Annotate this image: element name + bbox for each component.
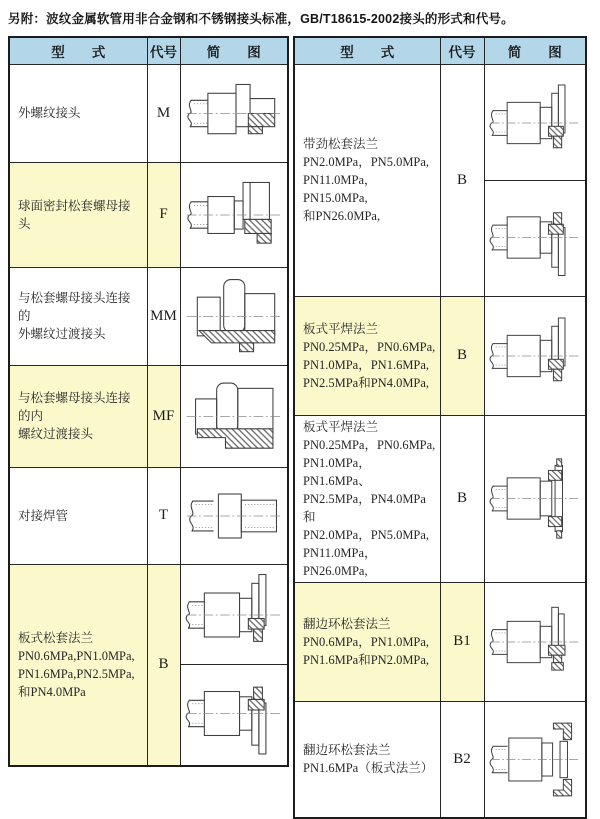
header-diagram: 简 图 <box>180 37 288 64</box>
flange-up-diagram <box>485 66 586 180</box>
flange-b2-diagram <box>485 703 586 816</box>
type-line: 外螺纹过渡接头 <box>18 327 106 341</box>
table-row <box>294 296 586 415</box>
type-line: PN0.6MPa,PN1.0MPa, <box>18 648 135 663</box>
type-cell <box>9 64 147 162</box>
code-cell: B <box>440 415 484 582</box>
table-row <box>9 162 288 267</box>
header-type: 型 式 <box>294 37 440 64</box>
type-cell <box>9 467 147 564</box>
type-cell <box>9 564 147 766</box>
table-row <box>9 564 288 766</box>
fitting-table-right <box>293 36 587 819</box>
table-row <box>9 64 288 162</box>
type-line: 球面密封松套螺母接头 <box>18 198 131 231</box>
type-line: PN0.25MPa，PN0.6MPa, <box>303 437 436 452</box>
flange-down-diagram <box>485 180 586 294</box>
fitting-tables <box>8 36 592 819</box>
code-cell: B <box>147 564 180 766</box>
flange-up-drawing <box>489 69 582 177</box>
table-row <box>294 582 586 701</box>
flange-up-diagram <box>485 298 586 414</box>
diagram-cell <box>484 701 586 818</box>
type-line: 板式松套法兰 <box>18 630 94 645</box>
table-row <box>294 64 586 296</box>
type-line: PN0.25MPa，PN0.6MPa, <box>303 339 436 354</box>
hex-male-drawing <box>185 272 284 361</box>
type-cell <box>294 582 440 701</box>
header-code: 代号 <box>147 37 180 64</box>
type-line: 外螺纹接头 <box>18 106 81 120</box>
type-cell <box>294 415 440 582</box>
type-line: 翻边环松套法兰 <box>303 616 391 631</box>
header-row <box>9 37 288 64</box>
type-line: 带劲松套法兰 <box>303 137 379 151</box>
code-cell: B <box>440 64 484 296</box>
type-line: PN2.5MPa和PN4.0MPa, <box>303 375 430 390</box>
flange-up-drawing <box>489 301 582 411</box>
diagram-cell <box>180 467 288 564</box>
butt-weld-drawing <box>185 472 284 560</box>
header-code: 代号 <box>440 37 484 64</box>
diagram-cell <box>484 296 586 415</box>
type-line: 对接焊管 <box>18 508 69 523</box>
hex-female-drawing <box>185 370 284 463</box>
type-line: 和PN4.0MPa <box>18 684 86 699</box>
table-row <box>9 467 288 564</box>
type-cell <box>9 162 147 267</box>
flange-b2-drawing <box>489 706 582 813</box>
diagram-cell <box>484 415 586 582</box>
diagram-cell <box>180 564 288 766</box>
flange-b1-diagram <box>485 584 586 700</box>
type-cell <box>9 365 147 467</box>
flange-up-diagram <box>181 566 288 664</box>
fitting-table-left <box>8 36 289 767</box>
union-nut-drawing <box>185 167 284 263</box>
type-line: 与松套螺母接头连接的内 <box>18 391 131 423</box>
code-cell: M <box>147 64 180 162</box>
type-line: 板式平焊法兰 <box>303 419 379 434</box>
type-cell <box>294 64 440 296</box>
diagram-cell <box>484 64 586 296</box>
diagram-cell <box>180 64 288 162</box>
type-line: PN2.0MPa，PN5.0MPa, <box>303 527 430 542</box>
diagram-cell <box>180 267 288 365</box>
flange-down-diagram <box>181 664 288 762</box>
type-line: PN1.0MPa，PN1.6MPa, <box>303 357 430 372</box>
type-line: PN1.6MPa,PN2.5MPa, <box>18 666 135 681</box>
type-line: PN2.5MPa，PN4.0MPa和 <box>303 491 426 524</box>
type-line: PN11.0MPa，PN26.0MPa, <box>303 545 377 578</box>
hex-female-diagram <box>181 367 288 466</box>
hex-male-diagram <box>181 269 288 364</box>
type-line: 板式平焊法兰 <box>303 321 379 336</box>
type-line: PN1.0MPa，PN1.6MPa、 <box>303 455 371 488</box>
type-line: 翻边环松套法兰 <box>303 743 391 757</box>
type-line: PN1.6MPa（板式法兰） <box>303 761 434 775</box>
flange-down-drawing <box>489 184 582 291</box>
table-row <box>9 267 288 365</box>
code-cell: B <box>440 296 484 415</box>
code-cell: MM <box>147 267 180 365</box>
code-cell: B2 <box>440 701 484 818</box>
type-line: 和PN26.0MPa, <box>303 209 381 223</box>
union-nut-diagram <box>181 164 288 266</box>
flange-down-drawing <box>185 668 284 759</box>
flange-sym-drawing <box>489 446 582 551</box>
type-cell <box>294 701 440 818</box>
external-thread-diagram <box>181 66 288 161</box>
header-diagram: 简 图 <box>484 37 586 64</box>
external-thread-drawing <box>185 69 284 158</box>
flange-sym-diagram <box>485 443 586 554</box>
type-line: PN2.0MPa，PN5.0MPa, <box>303 155 430 169</box>
header-type: 型 式 <box>9 37 147 64</box>
type-line: PN0.6MPa，PN1.0MPa, <box>303 634 430 649</box>
table-row <box>294 415 586 582</box>
type-line: PN11.0MPa，PN15.0MPa, <box>303 173 377 205</box>
code-cell: F <box>147 162 180 267</box>
type-line: 与松套螺母接头连接的 <box>18 291 131 323</box>
header-row <box>294 37 586 64</box>
page-title: 另附：波纹金属软管用非合金钢和不锈钢接头标准，GB/T18615-2002接头的形式和代号。 <box>8 12 514 26</box>
flange-b1-drawing <box>489 587 582 697</box>
butt-weld-diagram <box>181 469 288 563</box>
table-row <box>9 365 288 467</box>
type-cell <box>9 267 147 365</box>
diagram-cell <box>180 365 288 467</box>
code-cell: B1 <box>440 582 484 701</box>
diagram-cell <box>484 582 586 701</box>
type-line: 螺纹过渡接头 <box>18 427 94 441</box>
type-line: PN1.6MPa和PN2.0MPa, <box>303 652 430 667</box>
table-row <box>294 701 586 818</box>
flange-up-drawing <box>185 569 284 661</box>
code-cell: MF <box>147 365 180 467</box>
code-cell: T <box>147 467 180 564</box>
type-cell <box>294 296 440 415</box>
diagram-cell <box>180 162 288 267</box>
